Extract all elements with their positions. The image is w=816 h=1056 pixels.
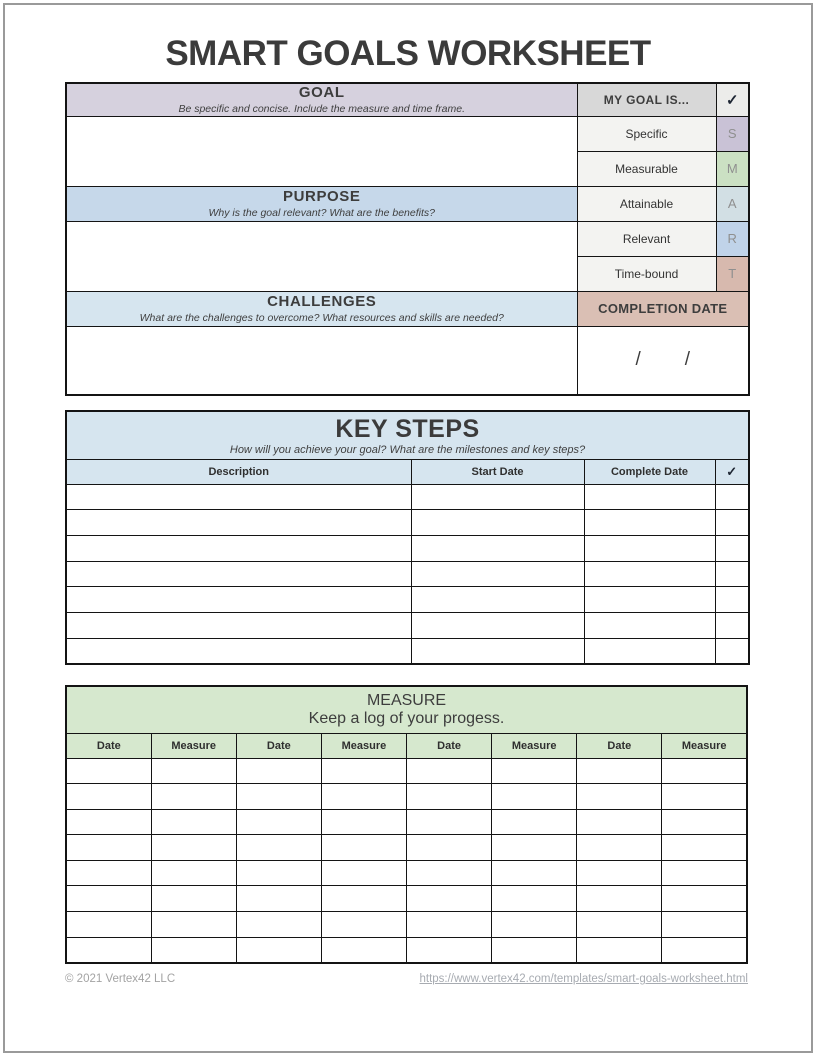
measure-date-cell[interactable] [236, 886, 321, 912]
completion-date-header: COMPLETION DATE [577, 291, 749, 326]
smart-letter-t-cell[interactable]: T [716, 256, 749, 291]
col-header-check: ✓ [715, 459, 749, 484]
measure-date-cell[interactable] [236, 835, 321, 861]
measure-value-cell[interactable] [662, 758, 747, 784]
measure-date-cell[interactable] [407, 784, 492, 810]
measure-subtitle: Keep a log of your progess. [308, 709, 505, 727]
key-step-complete-date-cell[interactable] [584, 561, 715, 587]
measure-value-cell[interactable] [492, 860, 577, 886]
smart-label-attainable: Attainable [577, 186, 716, 221]
measure-date-cell[interactable] [236, 758, 321, 784]
measure-value-cell[interactable] [662, 809, 747, 835]
measure-value-cell[interactable] [662, 912, 747, 938]
challenges-header [66, 291, 577, 326]
measure-date-cell[interactable] [577, 835, 662, 861]
key-step-start-date-cell[interactable] [411, 612, 584, 638]
key-step-row [66, 535, 749, 561]
goal-section-table [65, 82, 748, 396]
measure-date-cell[interactable] [577, 912, 662, 938]
goal-subtitle: Be specific and concise. Include the measure and time frame. [178, 102, 466, 115]
measure-col-header-date: Date [577, 733, 662, 758]
key-steps-title: KEY STEPS [335, 414, 480, 443]
measure-date-cell[interactable] [407, 937, 492, 963]
key-step-start-date-cell[interactable] [411, 638, 584, 664]
key-step-check-cell[interactable] [715, 535, 749, 561]
measure-value-cell[interactable] [321, 758, 406, 784]
smart-label-specific: Specific [577, 116, 716, 151]
key-step-start-date-cell[interactable] [411, 587, 584, 613]
key-step-description-cell[interactable] [66, 612, 411, 638]
smart-letter-r-cell[interactable]: R [716, 221, 749, 256]
measure-col-header-date: Date [66, 733, 151, 758]
measure-row [66, 912, 747, 938]
measure-date-cell[interactable] [66, 886, 151, 912]
date-slashes [578, 349, 749, 371]
measure-date-cell[interactable] [407, 809, 492, 835]
key-step-start-date-cell[interactable] [411, 535, 584, 561]
my-goal-is-header: MY GOAL IS... [577, 83, 716, 116]
measure-row [66, 860, 747, 886]
measure-value-cell[interactable] [321, 886, 406, 912]
goal-input-area[interactable] [66, 116, 577, 186]
measure-date-cell[interactable] [407, 758, 492, 784]
key-step-check-cell[interactable] [715, 638, 749, 664]
purpose-header [66, 186, 577, 221]
key-step-description-cell[interactable] [66, 535, 411, 561]
measure-value-cell[interactable] [662, 784, 747, 810]
measure-date-cell[interactable] [236, 860, 321, 886]
key-step-start-date-cell[interactable] [411, 484, 584, 510]
goal-title: GOAL [298, 84, 345, 102]
measure-date-cell[interactable] [577, 809, 662, 835]
measure-date-cell[interactable] [66, 835, 151, 861]
key-steps-subtitle: How will you achieve your goal? What are the milestones and key steps? [229, 443, 586, 456]
smart-label-relevant: Relevant [577, 221, 716, 256]
date-slash-2: / [684, 349, 691, 371]
smart-letter-m-cell[interactable]: M [716, 151, 749, 186]
measure-date-cell[interactable] [236, 937, 321, 963]
purpose-subtitle: Why is the goal relevant? What are the benefits? [208, 206, 435, 219]
measure-value-cell[interactable] [492, 886, 577, 912]
key-step-check-cell[interactable] [715, 484, 749, 510]
key-step-description-cell[interactable] [66, 484, 411, 510]
col-header-start-date: Start Date [411, 459, 584, 484]
key-step-row [66, 484, 749, 510]
key-step-complete-date-cell[interactable] [584, 510, 715, 536]
key-step-check-cell[interactable] [715, 510, 749, 536]
key-step-description-cell[interactable] [66, 587, 411, 613]
measure-date-cell[interactable] [407, 886, 492, 912]
measure-title: MEASURE [366, 691, 447, 709]
measure-value-cell[interactable] [492, 809, 577, 835]
key-steps-header [66, 411, 749, 459]
key-steps-table [65, 410, 748, 665]
col-header-complete-date: Complete Date [584, 459, 715, 484]
measure-row [66, 937, 747, 963]
measure-row [66, 835, 747, 861]
measure-value-cell[interactable] [492, 784, 577, 810]
challenges-subtitle: What are the challenges to overcome? What resources and skills are needed? [139, 311, 504, 324]
key-step-row [66, 612, 749, 638]
measure-value-cell[interactable] [321, 809, 406, 835]
key-step-start-date-cell[interactable] [411, 561, 584, 587]
measure-value-cell[interactable] [321, 912, 406, 938]
key-step-row [66, 510, 749, 536]
measure-value-cell[interactable] [492, 835, 577, 861]
measure-date-cell[interactable] [236, 809, 321, 835]
measure-value-cell[interactable] [321, 835, 406, 861]
measure-value-cell[interactable] [151, 835, 236, 861]
completion-date-input[interactable] [577, 326, 749, 395]
goal-header [66, 83, 577, 116]
date-slash-1: / [635, 349, 641, 371]
measure-date-cell[interactable] [66, 937, 151, 963]
measure-col-header-date: Date [407, 733, 492, 758]
measure-date-cell[interactable] [66, 860, 151, 886]
key-step-description-cell[interactable] [66, 561, 411, 587]
key-step-check-cell[interactable] [715, 612, 749, 638]
measure-date-cell[interactable] [577, 758, 662, 784]
measure-date-cell[interactable] [66, 758, 151, 784]
measure-date-cell[interactable] [407, 835, 492, 861]
key-step-check-cell[interactable] [715, 561, 749, 587]
measure-value-cell[interactable] [662, 886, 747, 912]
key-step-row [66, 561, 749, 587]
measure-date-cell[interactable] [577, 886, 662, 912]
measure-date-cell[interactable] [577, 937, 662, 963]
measure-value-cell[interactable] [151, 758, 236, 784]
measure-col-header-measure: Measure [321, 733, 406, 758]
measure-row [66, 886, 747, 912]
template-link[interactable]: https://www.vertex42.com/templates/smart-goals-worksheet.html [419, 973, 748, 985]
measure-value-cell[interactable] [151, 784, 236, 810]
purpose-input-area[interactable] [66, 221, 577, 291]
measure-header [66, 686, 747, 733]
key-step-start-date-cell[interactable] [411, 510, 584, 536]
measure-row [66, 809, 747, 835]
measure-value-cell[interactable] [151, 886, 236, 912]
measure-date-cell[interactable] [236, 784, 321, 810]
measure-col-header-measure: Measure [151, 733, 236, 758]
smart-label-measurable: Measurable [577, 151, 716, 186]
key-step-description-cell[interactable] [66, 638, 411, 664]
measure-col-header-date: Date [236, 733, 321, 758]
measure-table [65, 685, 748, 964]
col-header-description: Description [66, 459, 411, 484]
measure-date-cell[interactable] [66, 784, 151, 810]
measure-value-cell[interactable] [151, 809, 236, 835]
measure-date-cell[interactable] [407, 912, 492, 938]
smart-label-time-bound: Time-bound [577, 256, 716, 291]
key-step-description-cell[interactable] [66, 510, 411, 536]
measure-value-cell[interactable] [662, 860, 747, 886]
key-step-row [66, 587, 749, 613]
measure-date-cell[interactable] [66, 912, 151, 938]
smart-letter-s-cell[interactable]: S [716, 116, 749, 151]
key-step-complete-date-cell[interactable] [584, 612, 715, 638]
measure-value-cell[interactable] [492, 937, 577, 963]
page-title: SMART GOALS WORKSHEET [165, 34, 651, 73]
measure-value-cell[interactable] [151, 912, 236, 938]
measure-col-header-measure: Measure [492, 733, 577, 758]
measure-row [66, 758, 747, 784]
measure-date-cell[interactable] [577, 860, 662, 886]
measure-date-cell[interactable] [407, 860, 492, 886]
page-footer [65, 973, 748, 985]
key-step-complete-date-cell[interactable] [584, 484, 715, 510]
measure-value-cell[interactable] [662, 937, 747, 963]
key-step-complete-date-cell[interactable] [584, 587, 715, 613]
measure-value-cell[interactable] [321, 860, 406, 886]
check-column-header: ✓ [716, 83, 749, 116]
key-step-complete-date-cell[interactable] [584, 638, 715, 664]
measure-value-cell[interactable] [662, 835, 747, 861]
measure-date-cell[interactable] [236, 912, 321, 938]
measure-value-cell[interactable] [492, 912, 577, 938]
measure-value-cell[interactable] [151, 860, 236, 886]
challenges-title: CHALLENGES [267, 292, 377, 310]
measure-col-header-measure: Measure [662, 733, 747, 758]
measure-value-cell[interactable] [321, 784, 406, 810]
measure-value-cell[interactable] [151, 937, 236, 963]
measure-value-cell[interactable] [321, 937, 406, 963]
challenges-input-area[interactable] [66, 326, 577, 395]
measure-date-cell[interactable] [66, 809, 151, 835]
key-step-row [66, 638, 749, 664]
purpose-title: PURPOSE [282, 187, 361, 205]
measure-value-cell[interactable] [492, 758, 577, 784]
smart-letter-a-cell[interactable]: A [716, 186, 749, 221]
key-step-check-cell[interactable] [715, 587, 749, 613]
measure-date-cell[interactable] [577, 784, 662, 810]
key-step-complete-date-cell[interactable] [584, 535, 715, 561]
copyright-text: © 2021 Vertex42 LLC [65, 973, 176, 985]
measure-row [66, 784, 747, 810]
